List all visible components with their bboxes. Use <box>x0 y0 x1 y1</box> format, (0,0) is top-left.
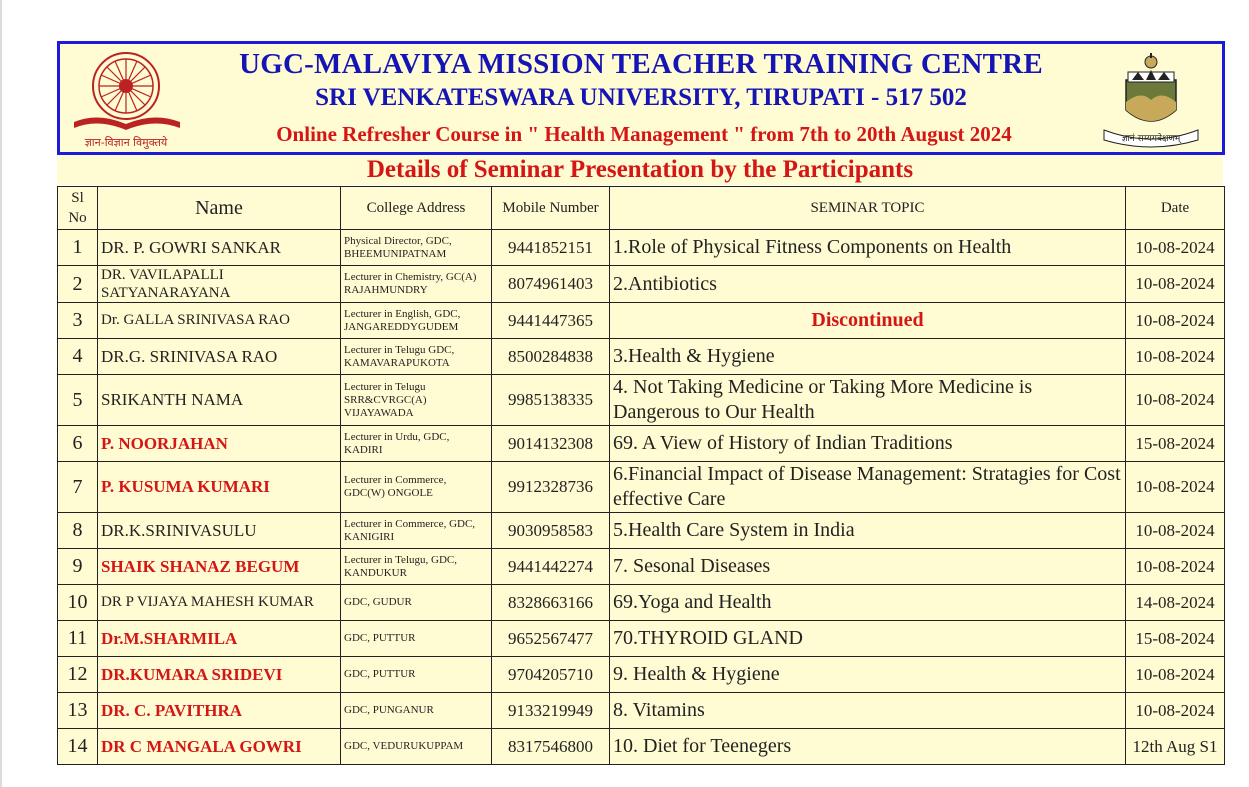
cell-address: Lecturer in English, GDC, JANGAREDDYGUDEM <box>341 303 492 339</box>
cell-mobile: 9985138335 <box>492 375 610 426</box>
svg-text:ज्ञानं सम्यगवेक्षणम्: ज्ञानं सम्यगवेक्षणम् <box>1121 134 1181 144</box>
cell-date: 10-08-2024 <box>1126 462 1225 513</box>
table-row <box>58 230 1225 266</box>
cell-name: DR. VAVILAPALLI SATYANARAYANA <box>98 266 341 303</box>
cell-sl-no: 6 <box>58 426 98 462</box>
cell-topic: 69.Yoga and Health <box>610 585 1126 621</box>
cell-sl-no: 4 <box>58 339 98 375</box>
cell-address: GDC, PUNGANUR <box>341 693 492 729</box>
table-row <box>58 729 1225 765</box>
header-banner <box>57 41 1225 155</box>
cell-sl-no: 5 <box>58 375 98 426</box>
cell-name: Dr.M.SHARMILA <box>98 621 341 657</box>
cell-sl-no: 8 <box>58 513 98 549</box>
table-row <box>58 339 1225 375</box>
cell-topic: 9. Health & Hygiene <box>610 657 1126 693</box>
title-line1: UGC-MALAVIYA MISSION TEACHER TRAINING CENTRE <box>239 48 1043 80</box>
cell-topic: 2.Antibiotics <box>610 266 1126 303</box>
cell-address: Physical Director, GDC, BHEEMUNIPATNAM <box>341 230 492 266</box>
col-header-topic: SEMINAR TOPIC <box>610 187 1126 230</box>
cell-mobile: 9704205710 <box>492 657 610 693</box>
cell-sl-no: 3 <box>58 303 98 339</box>
cell-mobile: 8317546800 <box>492 729 610 765</box>
table-row <box>58 657 1225 693</box>
cell-mobile: 9441447365 <box>492 303 610 339</box>
cell-mobile: 9133219949 <box>492 693 610 729</box>
cell-topic: 8. Vitamins <box>610 693 1126 729</box>
cell-sl-no: 11 <box>58 621 98 657</box>
col-header-date: Date <box>1126 187 1225 230</box>
col-header-address: College Address <box>341 187 492 230</box>
cell-sl-no: 12 <box>58 657 98 693</box>
cell-mobile: 9441442274 <box>492 549 610 585</box>
cell-topic: 69. A View of History of Indian Traditions <box>610 426 1126 462</box>
cell-name: P. NOORJAHAN <box>98 426 341 462</box>
cell-address: GDC, GUDUR <box>341 585 492 621</box>
cell-name: DR.K.SRINIVASULU <box>98 513 341 549</box>
cell-sl-no: 13 <box>58 693 98 729</box>
cell-mobile: 9014132308 <box>492 426 610 462</box>
cell-topic: 7. Sesonal Diseases <box>610 549 1126 585</box>
cell-date: 10-08-2024 <box>1126 513 1225 549</box>
cell-mobile: 9652567477 <box>492 621 610 657</box>
table-row <box>58 585 1225 621</box>
cell-topic: 70.THYROID GLAND <box>610 621 1126 657</box>
cell-address: Lecturer in Telugu GDC, KAMAVARAPUKOTA <box>341 339 492 375</box>
cell-address: Lecturer in Commerce, GDC(W) ONGOLE <box>341 462 492 513</box>
col-header-mobile: Mobile Number <box>492 187 610 230</box>
cell-date: 10-08-2024 <box>1126 693 1225 729</box>
table-header-row <box>58 187 1225 230</box>
cell-date: 12th Aug S1 <box>1126 729 1225 765</box>
table-row <box>58 462 1225 513</box>
cell-mobile: 8500284838 <box>492 339 610 375</box>
svu-emblem-icon <box>1096 50 1206 148</box>
cell-date: 15-08-2024 <box>1126 426 1225 462</box>
cell-mobile: 9912328736 <box>492 462 610 513</box>
cell-address: Lecturer in Telugu, GDC, KANDUKUR <box>341 549 492 585</box>
cell-sl-no: 14 <box>58 729 98 765</box>
cell-address: GDC, VEDURUKUPPAM <box>341 729 492 765</box>
table-row <box>58 426 1225 462</box>
cell-name: DR P VIJAYA MAHESH KUMAR <box>98 585 341 621</box>
cell-sl-no: 10 <box>58 585 98 621</box>
cell-address: GDC, PUTTUR <box>341 621 492 657</box>
col-header-sl: Sl No <box>58 187 98 230</box>
cell-topic: Discontinued <box>610 303 1126 339</box>
cell-topic: 3.Health & Hygiene <box>610 339 1126 375</box>
cell-date: 10-08-2024 <box>1126 266 1225 303</box>
table-row <box>58 693 1225 729</box>
cell-date: 10-08-2024 <box>1126 549 1225 585</box>
col-header-name: Name <box>98 187 341 230</box>
cell-name: DR C MANGALA GOWRI <box>98 729 341 765</box>
page-subtitle: Details of Seminar Presentation by the Participants <box>57 155 1223 185</box>
cell-date: 10-08-2024 <box>1126 375 1225 426</box>
cell-date: 15-08-2024 <box>1126 621 1225 657</box>
table-row <box>58 513 1225 549</box>
course-title: Online Refresher Course in " Health Management " from 7th to 20th August 2024 <box>276 122 1012 146</box>
table-row <box>58 549 1225 585</box>
title-line2: SRI VENKATESWARA UNIVERSITY, TIRUPATI - 517 502 <box>315 84 967 111</box>
page-edge <box>0 0 2 787</box>
cell-mobile: 9441852151 <box>492 230 610 266</box>
cell-sl-no: 1 <box>58 230 98 266</box>
cell-sl-no: 7 <box>58 462 98 513</box>
cell-mobile: 8328663166 <box>492 585 610 621</box>
cell-sl-no: 2 <box>58 266 98 303</box>
cell-mobile: 8074961403 <box>492 266 610 303</box>
table-row <box>58 303 1225 339</box>
cell-mobile: 9030958583 <box>492 513 610 549</box>
cell-address: Lecturer in Telugu SRR&CVRGC(A) VIJAYAWADA <box>341 375 492 426</box>
table-row <box>58 375 1225 426</box>
cell-topic: 6.Financial Impact of Disease Management: Stratagies for Cost effective Care <box>610 462 1126 513</box>
cell-date: 10-08-2024 <box>1126 303 1225 339</box>
cell-address: Lecturer in Chemistry, GC(A) RAJAHMUNDRY <box>341 266 492 303</box>
cell-date: 10-08-2024 <box>1126 230 1225 266</box>
cell-sl-no: 9 <box>58 549 98 585</box>
cell-topic: 1.Role of Physical Fitness Components on Health <box>610 230 1126 266</box>
cell-date: 14-08-2024 <box>1126 585 1225 621</box>
cell-topic: 10. Diet for Teenegers <box>610 729 1126 765</box>
cell-name: DR. P. GOWRI SANKAR <box>98 230 341 266</box>
cell-name: SHAIK SHANAZ BEGUM <box>98 549 341 585</box>
cell-name: DR.KUMARA SRIDEVI <box>98 657 341 693</box>
cell-topic: 4. Not Taking Medicine or Taking More Medicine is Dangerous to Our Health <box>610 375 1126 426</box>
cell-name: SRIKANTH NAMA <box>98 375 341 426</box>
table-row <box>58 266 1225 303</box>
cell-address: Lecturer in Urdu, GDC, KADIRI <box>341 426 492 462</box>
cell-topic: 5.Health Care System in India <box>610 513 1126 549</box>
table-row <box>58 621 1225 657</box>
cell-address: GDC, PUTTUR <box>341 657 492 693</box>
cell-name: DR.G. SRINIVASA RAO <box>98 339 341 375</box>
participants-table <box>57 186 1225 765</box>
cell-name: Dr. GALLA SRINIVASA RAO <box>98 303 341 339</box>
cell-date: 10-08-2024 <box>1126 339 1225 375</box>
cell-name: P. KUSUMA KUMARI <box>98 462 341 513</box>
cell-date: 10-08-2024 <box>1126 657 1225 693</box>
svg-text:ज्ञान-विज्ञान विमुक्तये: ज्ञान-विज्ञान विमुक्तये <box>84 136 168 149</box>
cell-address: Lecturer in Commerce, GDC, KANIGIRI <box>341 513 492 549</box>
cell-name: DR. C. PAVITHRA <box>98 693 341 729</box>
